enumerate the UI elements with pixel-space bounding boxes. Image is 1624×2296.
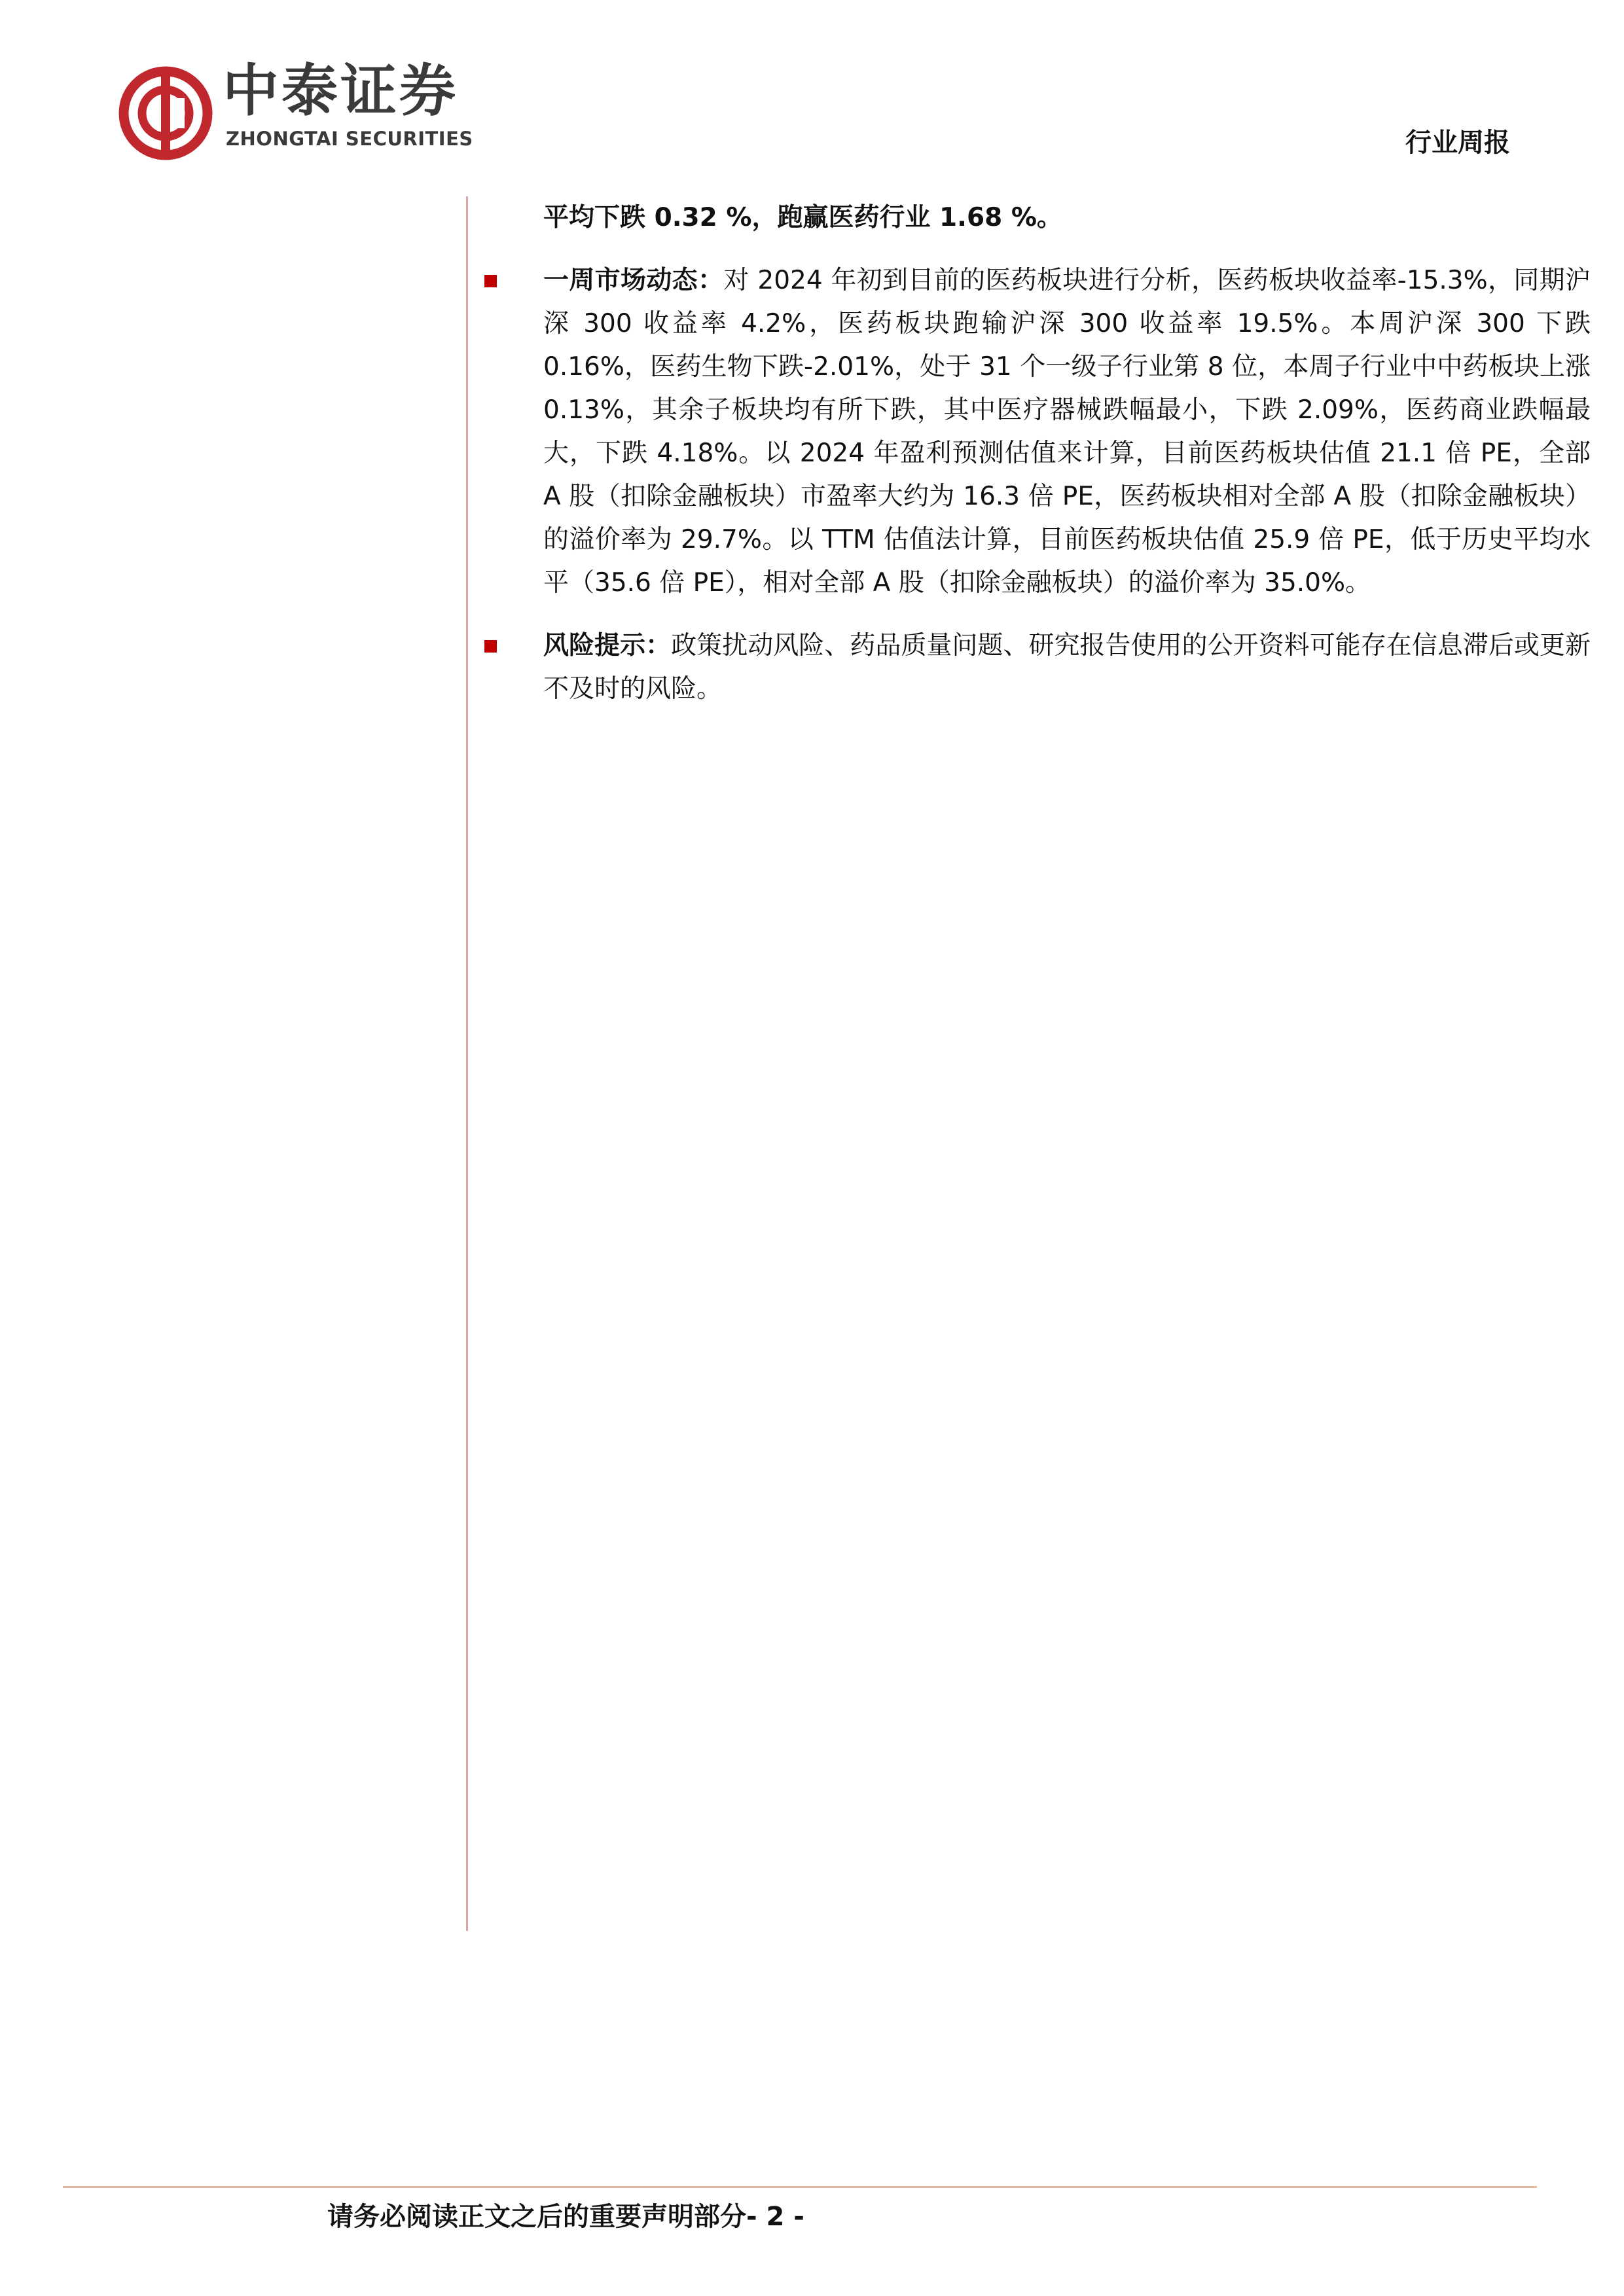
risk-text: 政策扰动风险、药品质量问题、研究报告使用的公开资料可能存在信息滞后或更新不及时的风险。 [543,631,1591,704]
risk-title: 风险提示： [543,631,672,660]
footer [327,2196,804,2233]
logo-english-name: ZHONGTAI SECURITIES [226,128,473,150]
market-dynamics-text: 对 2024 年初到目前的医药板块进行分析，医药板块收益率-15.3%，同期沪深 300 收益率 4.2%，医药板块跑输沪深 300 收益率 19.5%。本周沪深 300 下跌 0.16%，医药生物下跌-2.01%，处于 31 个一级子行业第 8 位，本周子行业中中药板块上涨 0.13%，其余子板块均有所下跌，其中医疗器械跌幅最小，下跌 2.09%，医药商业跌幅最大，下跌 4.18%。以 2024 年盈利预测估值来计算，目前医药板块估值 21.1 倍 PE，全部 A 股（扣除金融板块）市盈率大约为 16.3 倍 PE，医药板块相对全部 A 股（扣除金融板块）的溢价率为 29.7%。以 TTM 估值法计算，目前医药板块估值 25.9 倍 PE，低于历史平均水平（35.6 倍 PE），相对全部 A 股（扣除金融板块）的溢价率为 35.0%。 [543,266,1591,598]
risk-paragraph [484,624,1591,711]
market-dynamics-paragraph [484,259,1591,605]
footer-disclaimer: 请务必阅读正文之后的重要声明部分 [327,2202,746,2232]
report-type-label: 行业周报 [1405,128,1510,158]
bullet-square-icon [484,640,497,653]
main-content [484,196,1591,711]
footer-divider [63,2186,1537,2188]
left-margin-rule [466,196,468,1931]
logo-chinese-name: 中泰证券 [223,58,458,124]
page-number: - 2 - [746,2202,804,2232]
continuation-text: 平均下跌 0.32 %，跑赢医药行业 1.68 %。 [543,203,1062,232]
continuation-paragraph [484,196,1591,240]
company-logo [118,58,484,161]
zhongtai-logo-icon [118,65,213,161]
bullet-square-icon [484,275,497,287]
market-dynamics-title: 一周市场动态： [543,266,724,295]
